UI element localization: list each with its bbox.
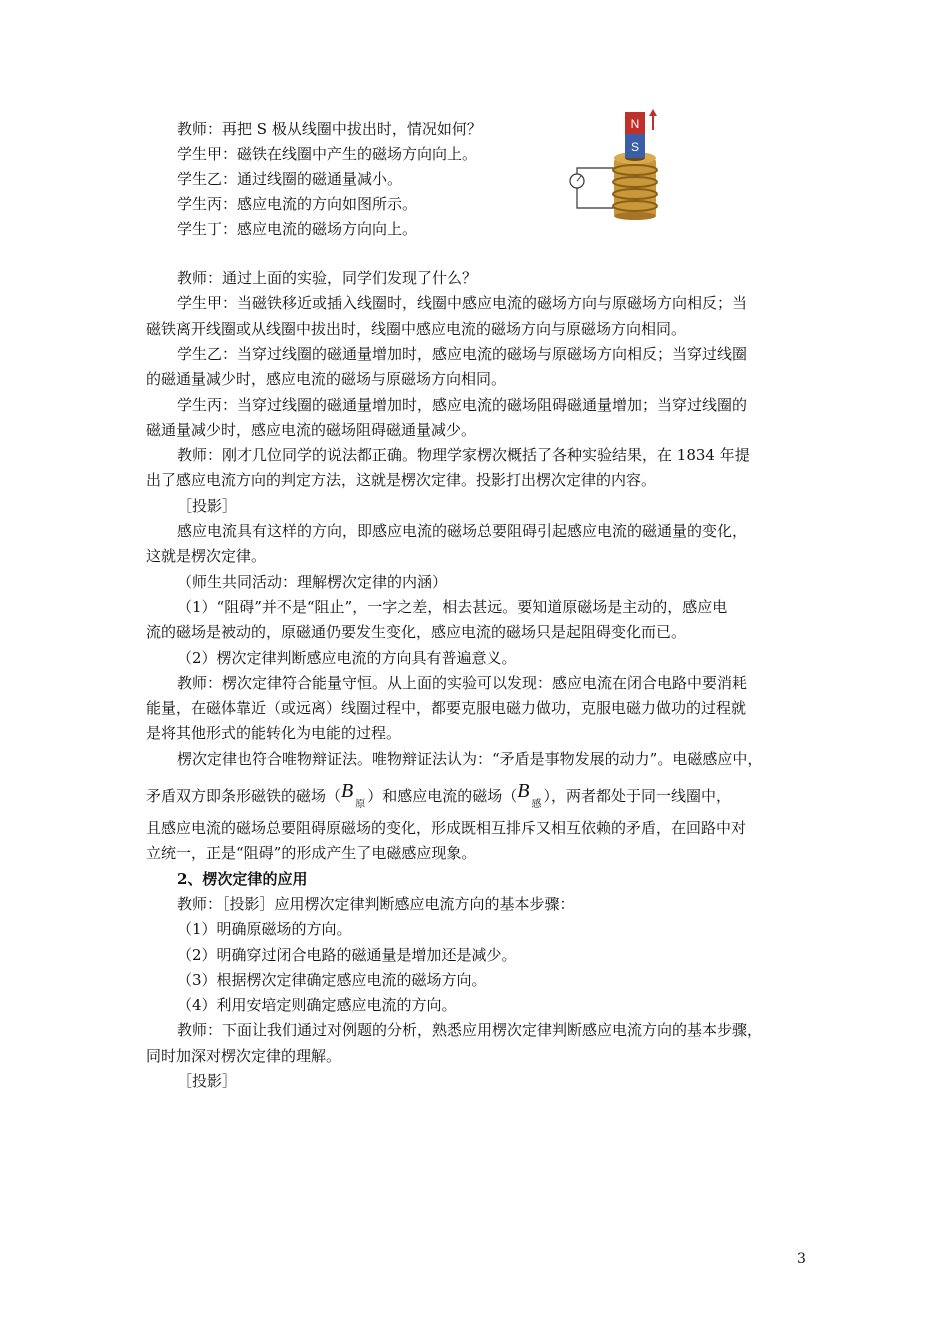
text-line: 教师：通过上面的实验，同学们发现了什么？ <box>177 269 478 287</box>
student-c-line: 学生丙：感应电流的方向如图所示。 <box>177 195 418 213</box>
text-line: 同时加深对楞次定律的理解。 <box>146 1046 342 1065</box>
magnet-coil-diagram <box>565 108 665 223</box>
text-line: （师生共同活动：理解楞次定律的内涵） <box>177 572 448 591</box>
text-line: （2）楞次定律判断感应电流的方向具有普遍意义。 <box>177 648 517 667</box>
text-line: 是将其他形式的能转化为电能的过程。 <box>146 724 402 743</box>
text-line: （1）“阻碍”并不是“阻止”，一字之差，相去甚远。要知道原磁场是主动的，感应电 <box>177 597 728 616</box>
b-induced-symbol: B <box>517 780 530 802</box>
text-line: 的磁通量减少时，感应电流的磁场与原磁场方向相同。 <box>146 370 507 389</box>
magnet-south-label: S <box>630 140 640 154</box>
text-line: 这就是楞次定律。 <box>146 547 267 566</box>
b-original-subscript: 原 <box>355 799 366 810</box>
text-line: 学生乙：当穿过线圈的磁通量增加时，感应电流的磁场与原磁场方向相反；当穿过线圈 <box>177 344 748 363</box>
b-original-symbol: B <box>341 780 354 802</box>
text-line: 楞次定律也符合唯物辩证法。唯物辩证法认为：“矛盾是事物发展的动力”。电磁感应中， <box>177 749 763 768</box>
text-line: 能量，在磁体靠近（或远离）线圈过程中，都要克服电磁力做功，克服电磁力做功的过程就 <box>146 699 747 718</box>
text-line: 立统一，正是“阻碍”的形成产生了电磁感应现象。 <box>146 844 477 863</box>
magnet-north-label: N <box>630 117 640 131</box>
text-line: （2）明确穿过闭合电路的磁通量是增加还是减少。 <box>177 945 517 964</box>
text-line: 流的磁场是被动的，原磁通仍要发生变化，感应电流的磁场只是起阻碍变化而已。 <box>146 623 687 642</box>
text-line: 2、楞次定律的应用 <box>177 869 308 888</box>
page-number: 3 <box>797 1251 806 1267</box>
text-line: 学生甲：当磁铁移近或插入线圈时，线圈中感应电流的磁场方向与原磁场方向相反；当 <box>177 294 748 313</box>
text-line: （3）根据楞次定律确定感应电流的磁场方向。 <box>177 970 487 989</box>
text-line: 感应电流具有这样的方向，即感应电流的磁场总要阻碍引起感应电流的磁通量的变化， <box>177 522 748 540</box>
formula-line: 矛盾双方即条形磁铁的磁场（$B_原$ ）和感应电流的磁场（$B_感$ ），两者都处于同一线圈中， <box>146 780 731 810</box>
text-line: 教师：［投影］应用楞次定律判断感应电流方向的基本步骤： <box>177 894 575 913</box>
text-line: 学生丙：当穿过线圈的磁通量增加时，感应电流的磁场阻碍磁通量增加；当穿过线圈的 <box>177 395 748 414</box>
magnet-coil-figure <box>565 108 665 223</box>
text-line: （4）利用安培定则确定感应电流的方向。 <box>177 996 457 1015</box>
teacher-question-line: 教师：再把 S 极从线圈中拔出时，情况如何？ <box>177 120 482 138</box>
text-line: （1）明确原磁场的方向。 <box>177 920 352 939</box>
student-d-line: 学生丁：感应电流的磁场方向向上。 <box>177 220 418 238</box>
text-line: 出了感应电流方向的判定方法，这就是楞次定律。投影打出楞次定律的内容。 <box>146 471 657 490</box>
up-arrow-icon <box>649 109 657 116</box>
text-line: 磁通量减少时，感应电流的磁场阻碍磁通量减少。 <box>146 420 477 439</box>
text-line: 教师：下面让我们通过对例题的分析，熟悉应用楞次定律判断感应电流方向的基本步骤， <box>177 1021 763 1040</box>
student-b-line: 学生乙：通过线圈的磁通量减小。 <box>177 170 403 188</box>
text-line: ［投影］ <box>177 1072 238 1090</box>
text-line: 教师：楞次定律符合能量守恒。从上面的实验可以发现：感应电流在闭合电路中要消耗 <box>177 673 748 692</box>
text-line: ［投影］ <box>177 496 238 515</box>
text-line: 且感应电流的磁场总要阻碍原磁场的变化，形成既相互排斥又相互依赖的矛盾，在回路中对 <box>146 819 747 837</box>
b-induced-subscript: 感 <box>531 799 542 810</box>
text-line: 磁铁离开线圈或从线圈中拔出时，线圈中感应电流的磁场方向与原磁场方向相同。 <box>146 319 687 338</box>
text-line: 教师：刚才几位同学的说法都正确。物理学家楞次概括了各种实验结果，在 1834 年提 <box>177 446 750 465</box>
student-a-line: 学生甲：磁铁在线圈中产生的磁场方向向上。 <box>177 145 478 163</box>
